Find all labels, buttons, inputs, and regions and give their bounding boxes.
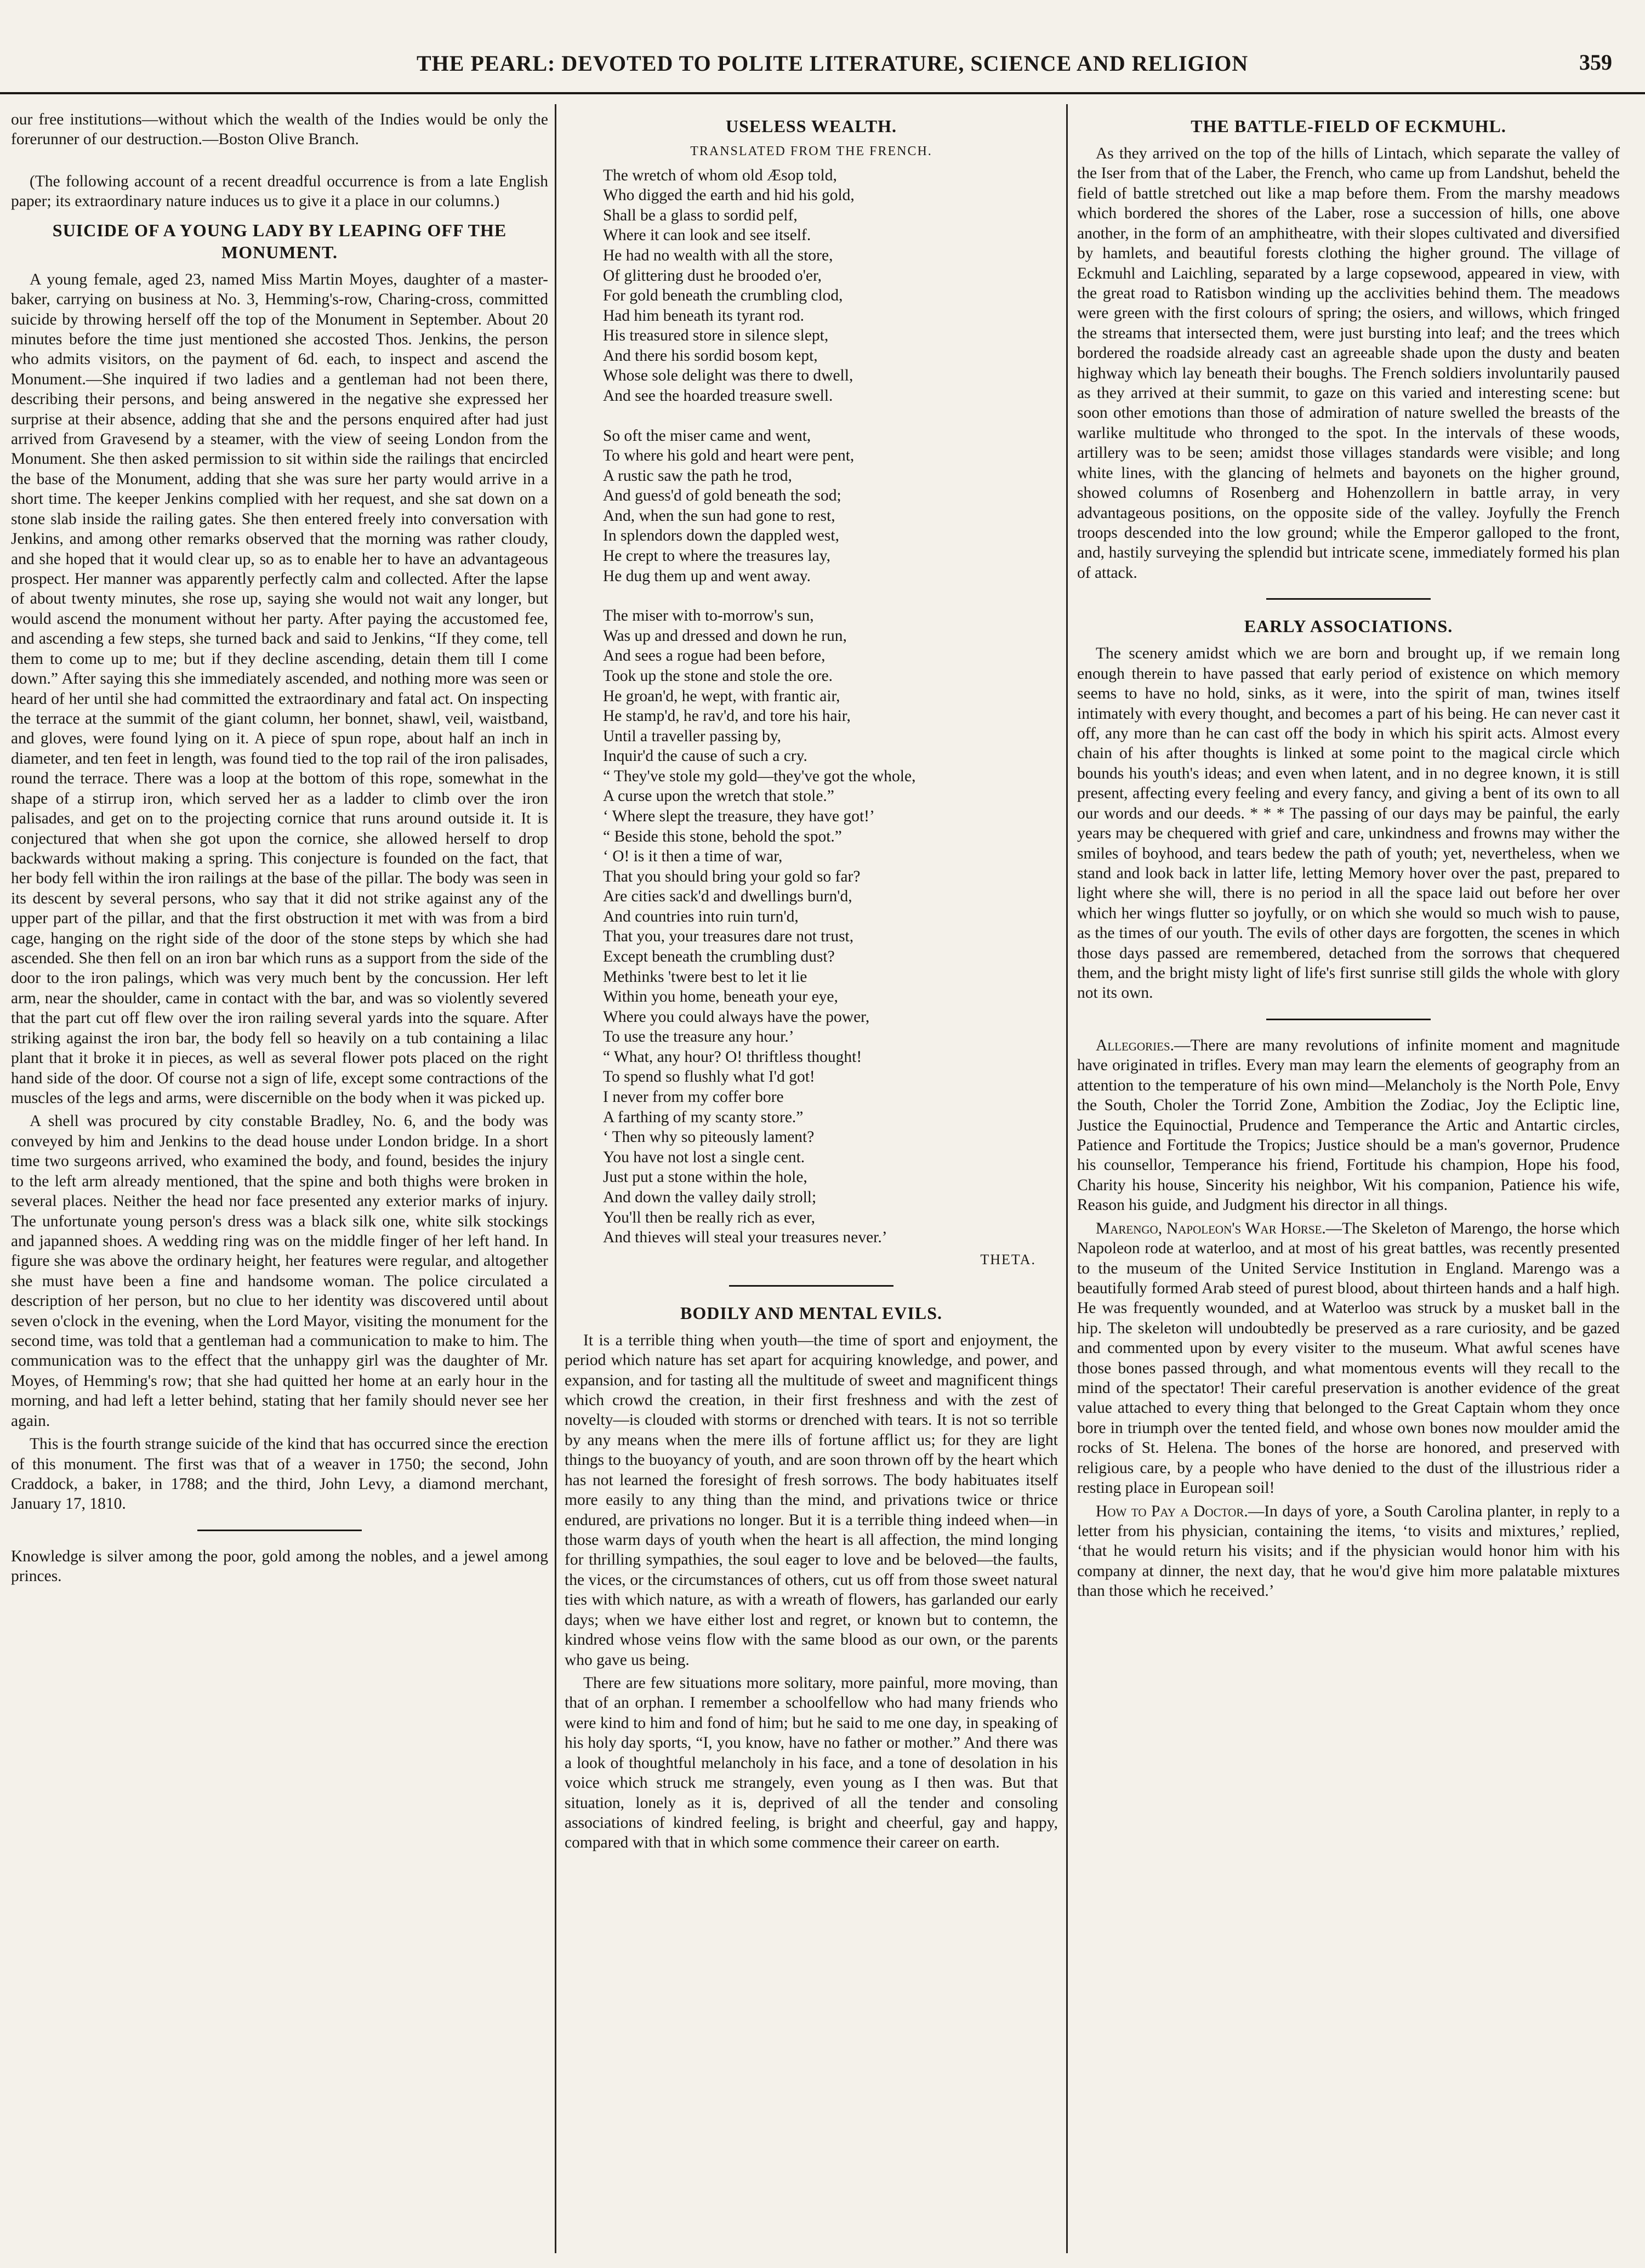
poem-line: He dug them up and went away. (603, 567, 811, 585)
poem-line: I never from my coffer bore (603, 1088, 784, 1106)
header-rule (0, 92, 1645, 94)
poem-line: He crept to where the treasures lay, (603, 547, 830, 565)
column-left (11, 110, 548, 2248)
poem-line: His treasured store in silence slept, (603, 327, 829, 345)
poem-subtitle: TRANSLATED FROM THE FRENCH. (690, 144, 932, 158)
column-divider (1066, 104, 1068, 2253)
poem-line: The miser with to-morrow's sun, (603, 607, 814, 625)
poem-line: That you should bring your gold so far? (603, 867, 861, 885)
poem-line: In splendors down the dappled west, (603, 527, 839, 545)
column-center (565, 110, 1058, 2248)
poem-line: And thieves will steal your treasures never.’ (603, 1229, 887, 1247)
poem-line: A rustic saw the path he trod, (603, 467, 792, 485)
poem-line: Took up the stone and stole the ore. (603, 667, 833, 685)
paragraph-body: —In days of yore, a South Carolina planter, in reply to a letter from his physician, containing the items, ‘to visits and mixtures,’ replied, ‘that he would return his visits; and if the physician would honor him with his company at dinner, the next day, that he wou'd give him more palatable mixtures than those which he received.’ (1077, 1502, 1620, 1600)
section-rule (1266, 598, 1431, 600)
poem (603, 166, 1058, 1248)
running-head: THE PEARL: DEVOTED TO POLITE LITERATURE, SCIENCE AND RELIGION (417, 51, 1249, 76)
poem-line: Are cities sack'd and dwellings burn'd, (603, 888, 852, 906)
poem-line: “ Beside this stone, behold the spot.” (603, 827, 842, 845)
essay-paragraph: There are few situations more solitary, more painful, more moving, than that of an orphan. I remember a schoolfellow who had many friends who were kind to him and fond of him; but he said to me one day, in speaking of his holy day sports, “I, you know, have no father or mother.” And there was a look of thoughtful melancholy in his face, and a tone of desolation in his voice which struck me strangely, even young as I then was. But that situation, lonely as it is, deprived of all the tender and consoling associations of kindred feeling, is bright and cheerful, gay and happy, compared with that in which some commence their career on earth. (565, 1674, 1058, 1852)
poem-line: Until a traveller passing by, (603, 727, 781, 745)
paragraph-lead: Allegories. (1096, 1036, 1174, 1054)
poem-line: You'll then be really rich as ever, (603, 1208, 815, 1226)
poem-line: A curse upon the wretch that stole.” (603, 787, 834, 805)
essay-paragraph: It is a terrible thing when youth—the time of sport and enjoyment, the period which nature has set apart for acquiring knowledge, and power, and expansion, and for tasting all the multitude of sweet and magnificent things which crowd the creation, in their first freshness and with the zest of novelty—is clouded with storms or drenched with tears. It is not so terrible by any means when the mere ills of fortune afflict us; for they are light things to the buoyancy of youth, and are soon thrown off by the heart which has not learned the foresight of fresh sorrows. The body habituates itself more easily to any thing than the mind, and privations twice or thrice endured, are privations no longer. But it is a terrible thing indeed when—in those warm days of youth when the heart is all affection, the mind longing for thrilling sympathies, the soul eager to love and be beloved—the faults, the vices, or the circumstances of others, cut us off from those sweet natural ties with which nature, as with a wreath of flowers, has garlanded our early days; when we have either lost and regret, or known but to contemn, the kindred whose veins flow with the same blood as our own, or the parents who gave us being. (565, 1331, 1058, 1669)
article-paragraph: This is the fourth strange suicide of the kind that has occurred since the erection of this monument. The first was that of a weaver in 1750; the second, John Craddock, a baker, in 1788; and the third, John Levy, a diamond merchant, January 17, 1810. (11, 1435, 548, 1513)
poem-line: A farthing of my scanty store.” (603, 1108, 804, 1126)
poem-line: He groan'd, he wept, with frantic air, (603, 687, 840, 705)
closing-maxim: Knowledge is silver among the poor, gold among the nobles, and a jewel among princes. (11, 1547, 548, 1585)
article-title: EARLY ASSOCIATIONS. (1244, 616, 1453, 636)
article-title: SUICIDE OF A YOUNG LADY BY LEAPING OFF THE MONUMENT. (52, 220, 507, 262)
poem-line: Who digged the earth and hid his gold, (603, 186, 855, 204)
poem-line: “ What, any hour? O! thriftless thought! (603, 1048, 862, 1066)
poem-line: Except beneath the crumbling dust? (603, 948, 835, 966)
paragraph-body: —The Skeleton of Marengo, the horse which Napoleon rode at waterloo, and at most of his great battles, was recently presented to the museum of the United Service Institution in England. Marengo was a beautifully formed Arab steed of purest blood, about thirteen hands and a half high. He was frequently wounded, and at Waterloo was struck by a musket ball in the hip. The skeleton will undoubtedly be preserved as a rare curiosity, and be gazed and commented upon by every visiter to the museum. What awful scenes have those bones passed through, and what momentous events will they recall to the mind of the spectator! Their careful preservation is another evidence of the great value attached to every thing that belonged to the Great Captain whom they once bore in triumph over the tented field, and whose own bones now moulder amid the rocks of St. Helena. The bones of the horse are honored, and preserved with religious care, by a people who have denied to the dust of the illustrious rider a resting place in European soil! (1077, 1219, 1620, 1497)
section-rule (197, 1530, 362, 1531)
poem-line: ‘ Then why so piteously lament? (603, 1128, 815, 1146)
poem-line: Where it can look and see itself. (603, 226, 811, 245)
poem-line: And countries into ruin turn'd, (603, 907, 799, 925)
paragraph-lead: Marengo, Napoleon's War Horse. (1096, 1219, 1326, 1237)
poem-line: ‘ O! is it then a time of war, (603, 848, 783, 866)
poem-line: Whose sole delight was there to dwell, (603, 367, 853, 385)
poem-stanza (603, 426, 1058, 587)
poem-line: And down the valley daily stroll; (603, 1188, 817, 1206)
poem-line: He stamp'd, he rav'd, and tore his hair, (603, 707, 851, 725)
poem-signature: THETA. (980, 1251, 1036, 1267)
paragraph-lead: How to Pay a Doctor. (1096, 1502, 1248, 1520)
poem-line: For gold beneath the crumbling clod, (603, 287, 843, 305)
poem-line: And sees a rogue had been before, (603, 647, 826, 665)
poem-line: Methinks 'twere best to let it lie (603, 968, 807, 986)
article-title: THE BATTLE-FIELD OF ECKMUHL. (1191, 116, 1506, 136)
paragraph-allegories (1077, 1036, 1620, 1215)
essay-title: BODILY AND MENTAL EVILS. (680, 1303, 943, 1323)
poem-line: The wretch of whom old Æsop told, (603, 166, 837, 184)
poem-line: And guess'd of gold beneath the sod; (603, 487, 841, 505)
poem-title: USELESS WEALTH. (725, 116, 897, 136)
poem-stanza (603, 606, 1058, 1248)
poem-line: And see the hoarded treasure swell. (603, 386, 833, 405)
poem-line: Where you could always have the power, (603, 1008, 870, 1026)
paragraph-body: —There are many revolutions of infinite moment and magnitude have originated in trifles. Every man may learn the elements of geography from an attention to the temperature of his own mind—Melancholy is the North Pole, Envy the South, Choler the Torrid Zone, Ambition the Zodiac, Joy the Ecliptic line, Justice the Equinoctial, Prudence and Temperance the Artic and Antartic circles, Patience and Fortitude the Tropics; Justice should be a man's governor, Prudence his counsellor, Temperance his friend, Fortitude his champion, Hope his food, Charity his house, Sincerity his neighbor, Wit his companion, Patience his wife, Reason his guide, and Judgment his director in all things. (1077, 1036, 1620, 1214)
column-divider (555, 104, 556, 2253)
poem-line: Inquir'd the cause of such a cry. (603, 747, 807, 765)
poem-line: “ They've stole my gold—they've got the whole, (603, 767, 916, 785)
poem-line: He had no wealth with all the store, (603, 246, 833, 264)
section-rule (729, 1285, 893, 1287)
paragraph-doctor (1077, 1502, 1620, 1601)
poem-line: That you, your treasures dare not trust, (603, 928, 854, 946)
poem-line: To spend so flushly what I'd got! (603, 1068, 815, 1086)
poem-line: ‘ Where slept the treasure, they have got!’ (603, 807, 875, 825)
article-paragraph: A young female, aged 23, named Miss Martin Moyes, daughter of a master-baker, carrying on business at No. 3, Hemming's-row, Charing-cross, committed suicide by throwing herself off the top of the Monument in September. About 20 minutes before the time just mentioned she accosted Thos. Jenkins, the person who admits visitors, on the payment of 6d. each, to inspect and ascend the Monument.—She inquired if two ladies and a gentleman had not been there, describing their persons, and being answered in the negative she expressed her surprise at their absence, adding that she and the persons enquired after had just arrived from Gravesend by a steamer, with the view of seeing London from the Monument. She then asked permission to sit within side the railings that encircled the base of the Monument, adding that she was sure her party would arrive in a short time. The keeper Jenkins complied with her request, and she sat down on a stone slab inside the railing gates. She then entered freely into conversation with Jenkins, and among other remarks observed that the morning was rather cloudy, and she hoped that it would clear up, so as to enable her to have an advantageous prospect. Her manner was apparently perfectly calm and collected. After the lapse of about twenty minutes, she rose up, saying she would not wait any longer, but would ascend the monument without her party. After paying the accustomed fee, and ascending a few steps, she turned back and said to Jenkins, “If they come, tell them to come up to me; but if they decline ascending, detain them till I come down.” After saying this she immediately ascended, and nothing more was seen or heard of her until she had committed the extraordinary and fatal act. On inspecting the terrace at the summit of the giant column, her bonnet, shawl, veil, waistband, and gloves, were found lying on it. A piece of spun rope, about half an inch in diameter, and ten feet in length, was found tied to the top rail of the iron palisades, round the terrace. There was a loop at the bottom of this rope, somewhat in the shape of a stirrup iron, which served her as a ladder to climb over the iron palisades, and get on to the projecting cornice that runs around outside it. It is conjectured that when she got upon the cornice, she allowed herself to drop backwards without making a spring. This conjecture is founded on the fact, that her body fell within the iron railings at the base of the pillar. The body was seen in its descent by several persons, who say that it did not strike against any of the upper part of the pillar, and that the first obstruction it met with was from a bird cage, hanging on the right side of the door of the stone steps by which she had ascended. She then fell on an iron bar which runs as a support from the side of the door to the iron palings, which was very much bent by the concussion. Her left arm, near the shoulder, came in contact with the bar, and was so violently severed that the part cut off flew over the iron railing several yards into the square. After striking against the iron bar, the body fell so heavily on a tub containing a lilac plant that it broke it in pieces, as well as several flower pots placed on the right hand side of the door. Of course not a sign of life, except some contractions of the muscles of the legs and arms, were discernible on the body when it was picked up. (11, 270, 548, 1107)
article-paragraph: The scenery amidst which we are born and brought up, if we remain long enough therein to have passed that early period of existence on which memory seems to have no hold, sinks, as it were, into the spirit of man, twines itself intimately with every thought, and becomes a part of his being. He can never cast it off, any more than he can cast off the body in which his spirit acts. Almost every chain of his after thoughts is linked at some point to the magical circle which bounds his youth's ideas; and even when latent, and in no degree known, it is still present, affecting every feeling and every fancy, and giving a bent of its own to all our words and our deeds. * * * The passing of our days may be painful, the early years may be chequered with grief and care, unkindness and frowns may wither the smiles of boyhood, and tears bedew the path of youth; yet, nevertheless, when we stand and look back in latter life, letting Memory hover over the past, prepared to light where she will, there is no period in all the space laid out before her over which her wings flutter so joyfully, or on which she would so much wish to pause, as the times of our youth. The evils of other days are forgotten, the scenes in which those days passed are remembered, detached from the sorrows that chequered them, and the bright misty light of life's first sunrise still gilds the whole with glory not its own. (1077, 645, 1620, 1002)
poem-line: To where his gold and heart were pent, (603, 447, 855, 465)
opening-fragment: our free institutions—without which the wealth of the Indies would be only the forerunner of our destruction.—Boston Olive Branch. (11, 111, 548, 149)
poem-line: And, when the sun had gone to rest, (603, 507, 835, 525)
poem-line: Within you home, beneath your eye, (603, 988, 838, 1006)
editor-note: (The following account of a recent dreadful occurrence is from a late English paper; its extraordinary nature induces us to give it a place in our columns.) (11, 172, 548, 211)
poem-line: Of glittering dust he brooded o'er, (603, 266, 822, 285)
poem-line: You have not lost a single cent. (603, 1148, 805, 1166)
article-paragraph: A shell was procured by city constable Bradley, No. 6, and the body was conveyed by him and Jenkins to the dead house under London bridge. In a short time two surgeons arrived, who examined the body, and found, besides the injury to the left arm already mentioned, that the spine and both thighs were broken in several places. Neither the head nor face presented any exterior marks of injury. The unfortunate young person's dress was a black silk one, white silk stockings and japanned shoes. A wedding ring was on the middle finger of her left hand. In figure she was above the ordinary height, her features were regular, and altogether she must have been a fine and handsome woman. The police circulated a description of her person, but no clue to her identity was discovered until about seven o'clock in the evening, when the Lord Mayor, visiting the monument for the second time, was told that a gentleman had a communication to make to him. The communication was to the effect that the unhappy girl was the daughter of Mr. Moyes, of Hemming's row; that she had quitted her home at an early hour in the morning, and had left a letter behind, stating that her family should never see her again. (11, 1112, 548, 1430)
paragraph-marengo (1077, 1219, 1620, 1498)
poem-stanza (603, 166, 1058, 406)
page-number: 359 (1579, 50, 1612, 75)
column-right (1077, 110, 1620, 2248)
poem-line: To use the treasure any hour.’ (603, 1028, 794, 1046)
poem-line: Just put a stone within the hole, (603, 1168, 807, 1186)
poem-line: So oft the miser came and went, (603, 427, 811, 445)
poem-line: Shall be a glass to sordid pelf, (603, 206, 798, 224)
section-rule (1266, 1019, 1431, 1020)
poem-line: And there his sordid bosom kept, (603, 346, 818, 365)
article-paragraph: As they arrived on the top of the hills of Lintach, which separate the valley of the Iser from that of the Laber, the French, who came up from Landshut, beheld the field of battle stretched out like a map before them. From the marshy meadows which bordered the shores of the Laber, rose a succession of hills, one above another, in the form of an amphitheatre, with their slopes cultivated and diversified by hamlets, and beautiful forests clothing the higher ground. The village of Eckmuhl and Laichling, separated by a large copsewood, appeared in view, with the great road to Ratisbon winding up the acclivities behind them. The meadows were green with the first colours of spring; the osiers, and willows, which fringed the streams that intersected them, were just bursting into leaf; and the trees which bordered the roadside already cast an agreeable shade upon the dusty and beaten highway which lay beneath their boughs. The French soldiers involuntarily paused as they arrived at their summit, to gaze on this varied and interesting scene: but soon other emotions than those of admiration of nature swelled the breasts of the warlike multitude who thronged to the spot. In the intervals of these woods, artillery was to be seen; amidst those villages standards were visible; and long white lines, with the glancing of helmets and bayonets on the higher ground, showed columns of Rosenberg and Hohenzollern in battle array, in very advantageous positions, on the opposite side of the valley. Joyfully the French troops descended into the low ground; while the Emperor galloped to the front, and, hastily surveying the splendid but intricate scene, immediately formed his plan of attack. (1077, 145, 1620, 582)
poem-line: Had him beneath its tyrant rod. (603, 306, 805, 325)
poem-line: Was up and dressed and down he run, (603, 627, 847, 645)
